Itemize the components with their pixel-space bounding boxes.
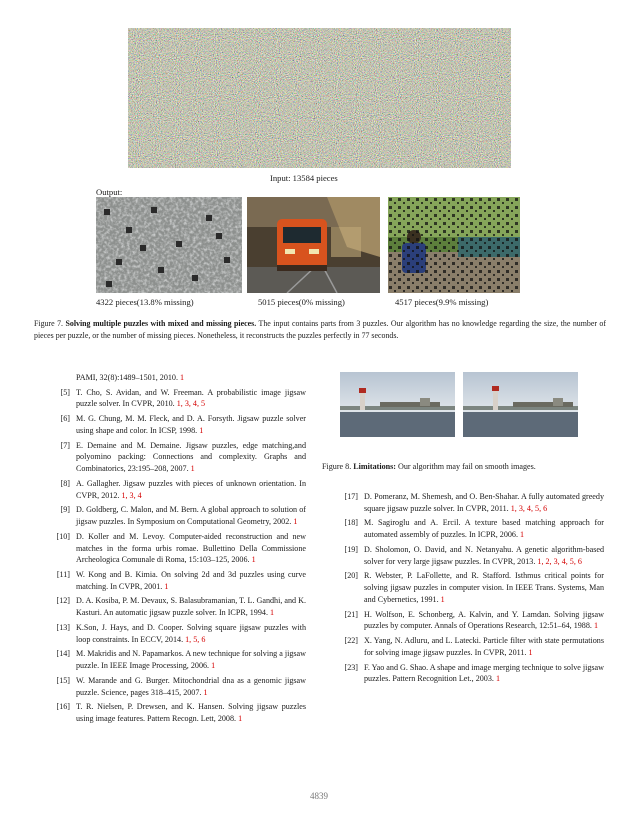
- reference-number: [13]: [56, 622, 70, 632]
- reference-item: [34, 648, 306, 671]
- reference-number: [12]: [56, 596, 70, 606]
- reference-backlinks[interactable]: 1: [211, 661, 216, 671]
- reference-text: W. Kong and B. Kimia. On solving 2d and 3d puzzles using curve matching. In CVPR, 2001.: [76, 569, 306, 591]
- reference-item: [34, 387, 306, 410]
- reference-item: [34, 701, 306, 724]
- reference-item: [34, 440, 306, 475]
- figure-7-input-label: Input: 13584 pieces: [270, 173, 338, 183]
- reference-backlinks[interactable]: 1: [593, 621, 599, 631]
- reference-backlinks[interactable]: 1: [251, 555, 256, 565]
- figure-7-caption-label: Figure 7.: [34, 319, 63, 328]
- figure-8-image-1: [340, 372, 455, 437]
- riverside-photo: [388, 197, 520, 293]
- figure-7-output-caption-1: 4322 pieces(13.8% missing): [96, 297, 194, 307]
- reference-text: D. Goldberg, C. Malon, and M. Bern. A global approach to solution of jigsaw puzzles. In Symposium on Computational Geometry, 2002.: [76, 505, 306, 527]
- figure-7-output-image-3: [388, 197, 520, 293]
- figure-7-input-image: [128, 28, 511, 168]
- reference-text: D. A. Kosiba, P. M. Devaux, S. Balasubramanian, T. L. Gandhi, and K. Kasturi. An automatic jigsaw puzzle solver. In ICPR, 1994.: [76, 596, 306, 618]
- reference-number: [8]: [60, 478, 70, 488]
- reference-item: [322, 570, 604, 605]
- figure-7-output-image-2: [247, 197, 380, 293]
- reference-item: [322, 662, 604, 685]
- reference-text: D. Koller and M. Levoy. Computer-aided reconstruction and new matches in the forma urbis romae. Bullettino Della Commissione Archeologica Comunale di Roma, 15:103–125, 2006.: [76, 531, 306, 565]
- reference-number: [5]: [60, 387, 70, 397]
- reference-text: D. Pomeranz, M. Shemesh, and O. Ben-Shahar. A fully automated greedy square jigsaw puzzle solver. In CVPR, 2011.: [364, 492, 604, 513]
- reference-item: [34, 372, 306, 384]
- reference-text: K.Son, J. Hays, and D. Cooper. Solving square jigsaw puzzles with loop constraints. In ECCV, 2014.: [76, 622, 306, 644]
- figure-8-image-2: [463, 372, 578, 437]
- reference-text: T. Cho, S. Avidan, and W. Freeman. A probabilistic image jigsaw puzzle solver. In CVPR, 2010.: [76, 387, 306, 409]
- reference-backlinks[interactable]: 1: [164, 581, 169, 591]
- reference-backlinks[interactable]: 1: [270, 608, 275, 618]
- reference-number: [20]: [344, 571, 358, 581]
- reference-text: A. Gallagher. Jigsaw puzzles with pieces of unknown orientation. In CVPR, 2012.: [76, 478, 306, 500]
- figure-8-caption-text: Our algorithm may fail on smooth images.: [398, 462, 536, 471]
- reference-backlinks[interactable]: 1: [293, 517, 298, 527]
- reference-item: [34, 413, 306, 436]
- reference-backlinks[interactable]: 1: [180, 373, 185, 382]
- figure-7-caption: [34, 318, 606, 343]
- reference-number: [14]: [56, 649, 70, 659]
- reference-backlinks[interactable]: 1: [520, 530, 525, 540]
- reference-item: [322, 609, 604, 632]
- reference-item: [34, 675, 306, 698]
- figure-7-output-caption-2: 5015 pieces(0% missing): [258, 297, 345, 307]
- reference-text: E. Demaine and M. Demaine. Jigsaw puzzles, edge matching,and polyomino packing: Connections and complexity. Graphs and Combinatorics, 23:195–208, 2007.: [76, 440, 306, 474]
- figure-7-output-label: Output:: [96, 187, 123, 197]
- reference-text: M. Makridis and N. Papamarkos. A new technique for solving a jigsaw puzzle. In IEEE Image Processing, 2006.: [76, 649, 306, 671]
- reference-item: [322, 491, 604, 514]
- references-left-column: [34, 372, 306, 728]
- train-photo: [247, 197, 380, 293]
- reference-number: [18]: [344, 518, 358, 528]
- reference-backlinks[interactable]: 1, 3, 4: [121, 490, 142, 500]
- reference-number: [6]: [60, 414, 70, 424]
- reference-backlinks[interactable]: 1: [440, 594, 445, 604]
- reference-item: [34, 531, 306, 566]
- reference-text: D. Sholomon, O. David, and N. Netanyahu. A genetic algorithm-based solver for very large jigsaw puzzles. In CVPR, 2013.: [364, 544, 604, 566]
- figure-7-output-image-1: [96, 197, 242, 293]
- reference-text: X. Yang, N. Adluru, and L. Latecki. Particle filter with state permutations for solving image jigsaw puzzles. In CVPR, 2011.: [364, 636, 604, 657]
- reference-number: [19]: [344, 544, 358, 554]
- reference-item: [322, 635, 604, 658]
- figure-8-caption: [322, 461, 604, 472]
- reference-backlinks[interactable]: 1: [190, 464, 195, 474]
- reference-backlinks[interactable]: 1, 5, 6: [185, 634, 206, 644]
- reference-number: [7]: [60, 440, 70, 450]
- reference-text: W. Marande and G. Burger. Mitochondrial dna as a genomic jigsaw puzzle. Science, pages 318–415, 2007.: [76, 675, 306, 697]
- reference-item: [322, 517, 604, 540]
- reference-backlinks[interactable]: 1, 3, 4, 5: [176, 399, 206, 409]
- reference-text: M. G. Chung, M. M. Fleck, and D. A. Forsyth. Jigsaw puzzle solver using shape and color. In ICSP, 1998.: [76, 414, 306, 435]
- reference-item: [34, 595, 306, 618]
- dominoes-photo: [96, 197, 242, 293]
- reference-item: [34, 569, 306, 592]
- reference-backlinks[interactable]: 1: [238, 714, 243, 723]
- reference-text: R. Webster, P. LaFollette, and R. Stafford. Isthmus critical points for solving jigsaw puzzles in computer vision. In IEEE Trans. Systems, Man and Cybernetics, 1991.: [364, 571, 604, 604]
- reference-number: [16]: [56, 702, 70, 712]
- reference-number: [17]: [344, 492, 358, 501]
- reference-backlinks[interactable]: 1, 2, 3, 4, 5, 6: [537, 556, 582, 566]
- reference-text: H. Wolfson, E. Schonberg, A. Kalvin, and Y. Lamdan. Solving jigsaw puzzles by computer. Annals of Operations Research, 12:51–64, 1988.: [364, 609, 604, 631]
- reference-number: [23]: [344, 662, 358, 672]
- reference-backlinks[interactable]: 1: [528, 647, 533, 657]
- reference-number: [15]: [56, 675, 70, 685]
- figure-7-caption-text: The input contains parts from 3 puzzles. Our algorithm has no knowledge regarding the size, the number of pieces per puzzle, or the number of missing pieces. Nonetheless, it reconstructs the puzzles perfectly in 77 seconds.: [34, 319, 606, 341]
- reference-text: M. Sagiroglu and A. Ercil. A texture based matching approach for automated assembly of puzzles. In ICPR, 2006.: [364, 518, 604, 540]
- figure-8-caption-label: Figure 8.: [322, 462, 352, 471]
- reference-item: [34, 504, 306, 527]
- figure-7-caption-title: Solving multiple puzzles with mixed and missing pieces.: [65, 319, 257, 328]
- lighthouse-photo-2: [463, 372, 578, 437]
- reference-number: [21]: [344, 609, 358, 619]
- references-right-column: [322, 491, 604, 688]
- reference-backlinks[interactable]: 1: [203, 687, 208, 697]
- reference-text: F. Yao and G. Shao. A shape and image merging technique to solve jigsaw puzzles. Pattern Recognition Let., 2003.: [364, 662, 604, 684]
- reference-backlinks[interactable]: 1: [199, 425, 204, 435]
- figure-8-caption-title: Limitations:: [353, 462, 396, 471]
- input-noise-pattern: [128, 28, 511, 168]
- reference-text: PAMI, 32(8):1489–1501, 2010.: [76, 373, 179, 382]
- page-number: 4839: [310, 791, 328, 801]
- reference-item: [322, 544, 604, 567]
- reference-number: [10]: [56, 531, 70, 541]
- reference-backlinks[interactable]: 1: [495, 674, 500, 684]
- reference-item: [34, 478, 306, 501]
- reference-number: [11]: [56, 569, 70, 579]
- reference-number: [9]: [60, 505, 70, 515]
- figure-7-output-caption-3: 4517 pieces(9.9% missing): [395, 297, 489, 307]
- reference-text: T. R. Nielsen, P. Drewsen, and K. Hansen. Solving jigsaw puzzles using image features. Pattern Recogn. Lett, 2008.: [76, 702, 306, 723]
- reference-backlinks[interactable]: 1, 3, 4, 5, 6: [510, 503, 548, 513]
- lighthouse-photo-1: [340, 372, 455, 437]
- reference-item: [34, 622, 306, 645]
- reference-number: [22]: [344, 636, 358, 646]
